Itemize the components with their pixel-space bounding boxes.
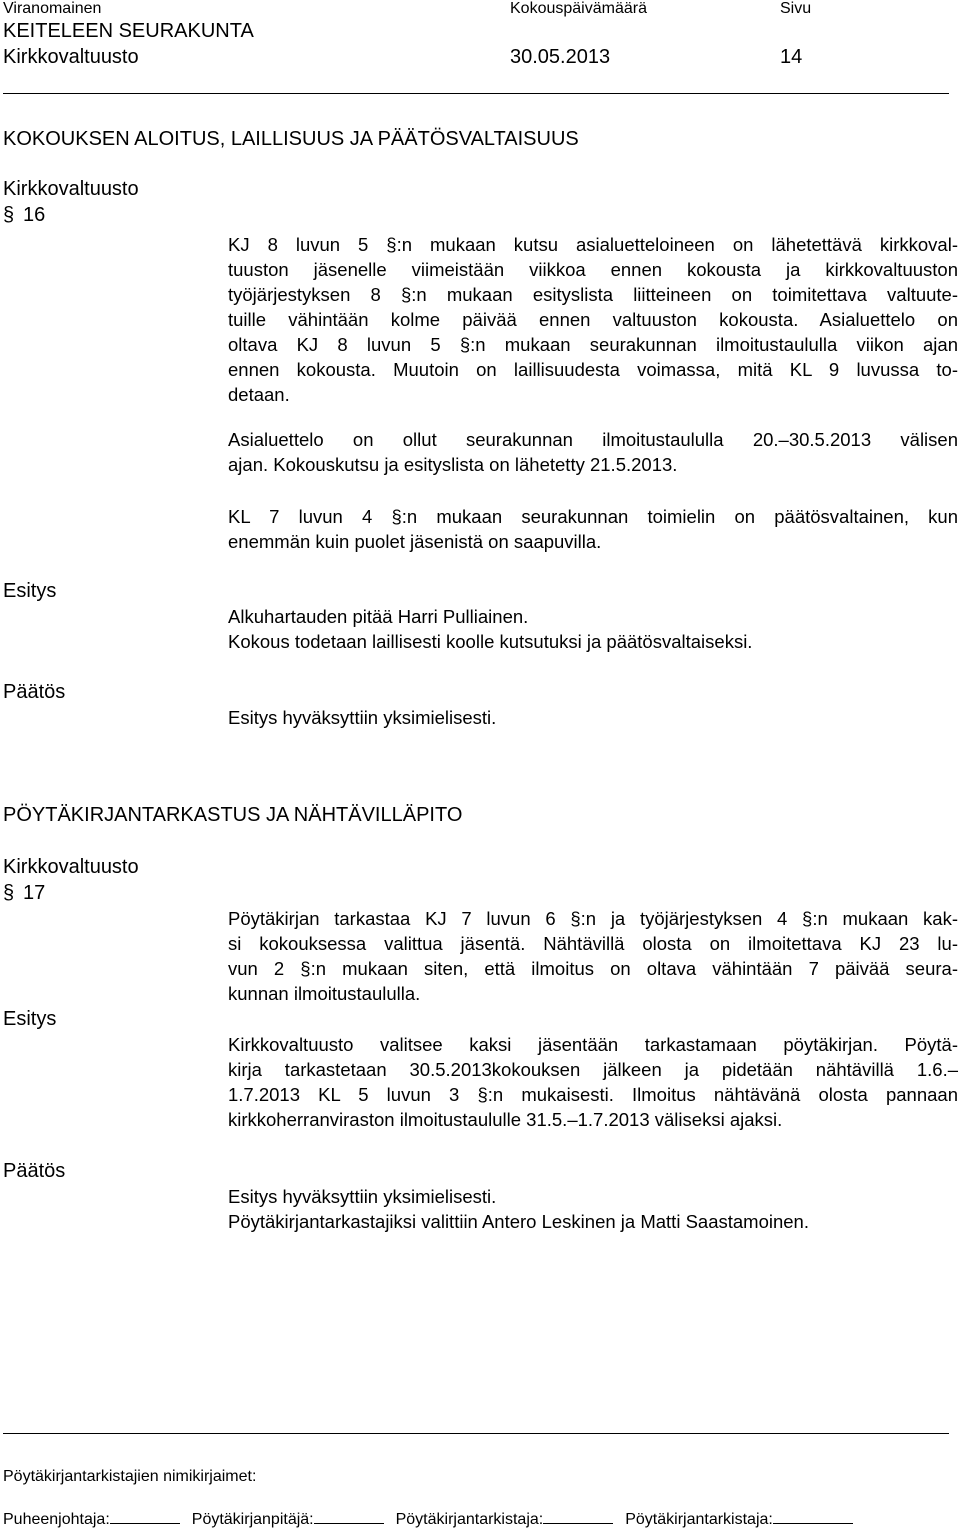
header-page-label: Sivu	[780, 0, 812, 17]
secretary-initials-blank[interactable]	[314, 1509, 384, 1524]
section16-esitys-text	[228, 604, 958, 654]
text-line: si kokouksessa valittua jäsentä. Nähtävillä olosta on ilmoitettava KJ 23 lu-	[228, 933, 958, 954]
section17-title: PÖYTÄKIRJANTARKASTUS JA NÄHTÄVILLÄPITO	[3, 804, 463, 826]
checker1-initials-blank[interactable]	[543, 1509, 613, 1524]
footer-signature-row	[3, 1509, 853, 1529]
chair-label: Puheenjohtaja:	[3, 1511, 110, 1528]
text-line: Pöytäkirjan tarkastaa KJ 7 luvun 6 §:n ja työjärjestyksen 4 §:n mukaan kak-	[228, 908, 958, 929]
header-page-number: 14	[780, 46, 803, 68]
text-line: tuille vähintään kolme päivää ennen valtuuston kokousta. Asialuettelo on	[228, 309, 958, 330]
checker2-label: Pöytäkirjantarkistaja:	[625, 1511, 773, 1528]
text-line: Esitys hyväksyttiin yksimielisesti.	[228, 1186, 497, 1207]
secretary-label: Pöytäkirjanpitäjä:	[191, 1511, 314, 1528]
section16-paatos-text	[228, 705, 958, 730]
text-line: detaan.	[228, 384, 290, 405]
text-line: tuuston jäsenelle viimeistään viikkoa ennen kokousta ja kirkkovaltuuston	[228, 259, 958, 280]
section-number: 16	[23, 204, 46, 226]
text-line: Alkuhartauden pitää Harri Pulliainen.	[228, 606, 529, 627]
header-authority-label: Viranomainen	[3, 0, 102, 17]
section16-esitys-label: Esitys	[3, 580, 57, 602]
section16-paragraph-1	[228, 232, 958, 407]
section-sign: §	[3, 882, 15, 904]
text-line: työjärjestyksen 8 §:n mukaan esityslista liitteineen on toimitettava valtuute-	[228, 284, 958, 305]
section16-paragraph-2	[228, 427, 958, 477]
footer-initials-label: Pöytäkirjantarkistajien nimikirjaimet:	[3, 1468, 257, 1485]
header-date: 30.05.2013	[510, 46, 611, 68]
section17-paragraph-2	[228, 1032, 958, 1132]
text-line: Asialuettelo on ollut seurakunnan ilmoitustaululla 20.–30.5.2013 välisen	[228, 429, 958, 450]
header-organization: KEITELEEN SEURAKUNTA	[3, 20, 254, 42]
text-line: vun 2 §:n mukaan siten, että ilmoitus on oltava vähintään 7 päivää seura-	[228, 958, 958, 979]
section-number: 17	[23, 882, 46, 904]
section17-number	[3, 882, 45, 904]
text-line: Kirkkovaltuusto valitsee kaksi jäsentään tarkastamaan pöytäkirjan. Pöytä-	[228, 1034, 958, 1055]
section16-number	[3, 204, 45, 226]
header-divider	[3, 93, 949, 94]
text-line: oltava KJ 8 luvun 5 §:n mukaan seurakunnan ilmoitustaululla viikon ajan	[228, 334, 958, 355]
text-line: KL 7 luvun 4 §:n mukaan seurakunnan toimielin on päätösvaltainen, kun	[228, 506, 958, 527]
section17-paatos-label: Päätös	[3, 1160, 66, 1182]
section17-esitys-label: Esitys	[3, 1008, 57, 1030]
section16-title: KOKOUKSEN ALOITUS, LAILLISUUS JA PÄÄTÖSVALTAISUUS	[3, 128, 579, 150]
text-line: ajan. Kokouskutsu ja esityslista on lähetetty 21.5.2013.	[228, 454, 678, 475]
text-line: enemmän kuin puolet jäsenistä on saapuvilla.	[228, 531, 602, 552]
text-line: Esitys hyväksyttiin yksimielisesti.	[228, 707, 497, 728]
text-line: Kokous todetaan laillisesti koolle kutsutuksi ja päätösvaltaiseksi.	[228, 631, 753, 652]
section16-paragraph-3	[228, 504, 958, 554]
text-line: kirkkoherranviraston ilmoitustaululle 31.5.–1.7.2013 väliseksi ajaksi.	[228, 1109, 783, 1130]
text-line: 1.7.2013 KL 5 luvun 3 §:n mukaisesti. Ilmoitus nähtävänä olosta pannaan	[228, 1084, 958, 1105]
text-line: ennen kokousta. Muutoin on laillisuudesta voimassa, mitä KL 9 luvussa to-	[228, 359, 958, 380]
text-line: Pöytäkirjantarkastajiksi valittiin Antero Leskinen ja Matti Saastamoinen.	[228, 1211, 809, 1232]
section16-paatos-label: Päätös	[3, 681, 66, 703]
footer-divider	[3, 1433, 949, 1434]
text-line: kirja tarkastetaan 30.5.2013kokouksen jälkeen ja pidetään nähtävillä 1.6.–	[228, 1059, 958, 1080]
text-line: KJ 8 luvun 5 §:n mukaan kutsu asialuetteloineen on lähetettävä kirkkoval-	[228, 234, 958, 255]
header-date-label: Kokouspäivämäärä	[510, 0, 647, 17]
text-line: kunnan ilmoitustaululla.	[228, 983, 421, 1004]
header-body: Kirkkovaltuusto	[3, 46, 139, 68]
section17-paragraph-1	[228, 906, 958, 1006]
chair-initials-blank[interactable]	[110, 1509, 180, 1524]
section17-body-label: Kirkkovaltuusto	[3, 856, 139, 878]
checker2-initials-blank[interactable]	[773, 1509, 853, 1524]
checker1-label: Pöytäkirjantarkistaja:	[395, 1511, 544, 1528]
section16-body-label: Kirkkovaltuusto	[3, 178, 139, 200]
section17-paatos-text	[228, 1184, 958, 1234]
section-sign: §	[3, 204, 15, 226]
